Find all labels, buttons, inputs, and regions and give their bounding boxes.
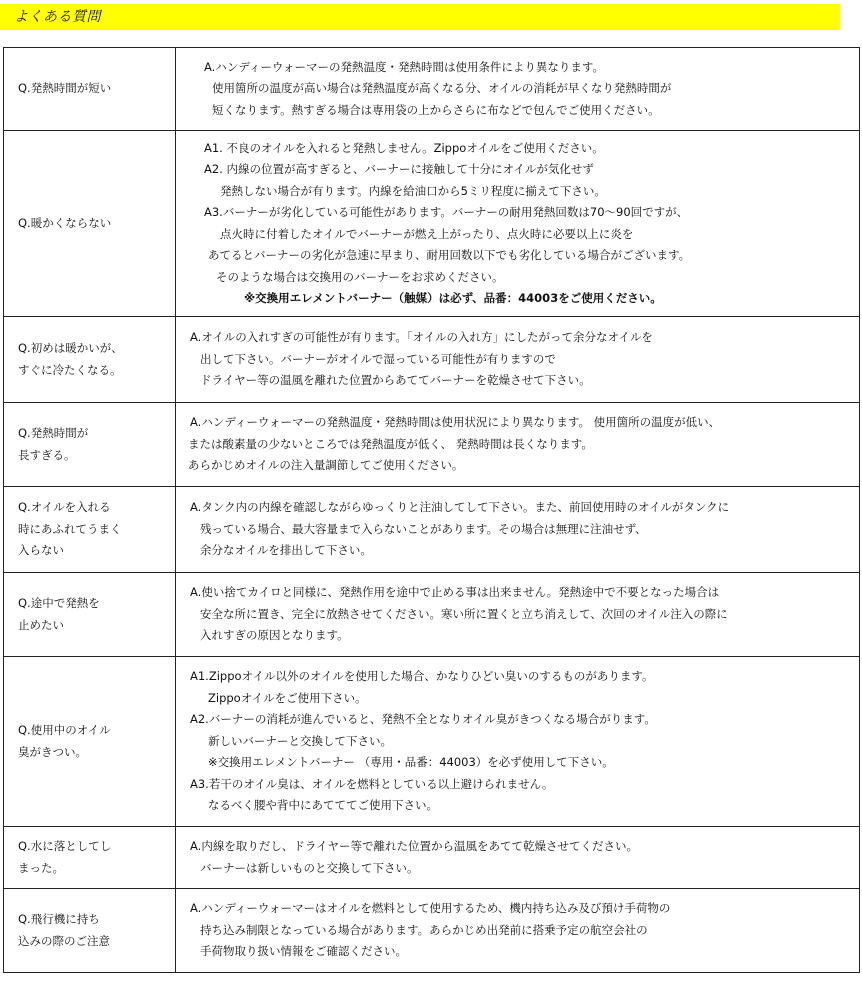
faq-question-cell (4, 573, 176, 657)
faq-question: Q.発熱時間が短い (18, 81, 112, 96)
faq-answer-cell (176, 131, 860, 317)
faq-answer-cell (176, 827, 860, 889)
faq-answer-cell (176, 317, 860, 403)
faq-answer-line: ドライヤー等の温風を離れた位置からあててバーナーを乾燥させて下さい。 (200, 373, 591, 388)
faq-answer-line: 安全な所に置き、完全に放熱させてください。寒い所に置くと立ち消えして、次回のオイル注入の際に (200, 606, 728, 621)
faq-answer-line: 残っている場合、最大容量まで入らないことがあります。その場合は無理に注油せず、 (200, 521, 647, 536)
faq-answer-cell (176, 48, 860, 131)
faq-answer-line: ※交換用エレメントバーナー （専用・品番：44003）を必ず使用して下さい。 (208, 755, 614, 770)
faq-body (4, 48, 860, 973)
faq-answer-line: 手荷物取り扱い情報をご確認ください。 (200, 944, 407, 959)
faq-answer-cell (176, 403, 860, 487)
faq-answer-line: 持ち込み制限となっている場合があります。あらかじめ出発前に搭乗予定の航空会社の (200, 922, 648, 937)
faq-answer-line: A.ハンディーウォーマーはオイルを燃料として使用するため、機内持ち込み及び預け手荷物の (190, 901, 671, 916)
faq-question-cell (4, 487, 176, 573)
faq-row (4, 573, 860, 657)
faq-question-cell (4, 131, 176, 317)
faq-answer-line: なるべく腰や背中にあてててご使用下さい。 (208, 798, 438, 813)
faq-answer-cell (176, 573, 860, 657)
faq-row (4, 131, 860, 317)
faq-question: Q.初めは暖かいが、 すぐに冷たくなる。 (18, 341, 123, 377)
faq-answer-line: A.オイルの入れすぎの可能性が有ります。「オイルの入れ方」にしたがって余分なオイルを (190, 330, 653, 345)
faq-answer-line: A1. 不良のオイルを入れると発熱しません。Zippoオイルをご使用ください。 (204, 140, 604, 155)
faq-answer-line: Zippoオイルをご使用下さい。 (208, 690, 367, 705)
faq-question: Q.途中で発熱を 止めたい (18, 596, 100, 632)
faq-question: Q.オイルを入れる 時にあふれてうまく 入らない (18, 500, 122, 558)
faq-row (4, 657, 860, 827)
faq-answer-line: または酸素量の少ないところでは発熱温度が低く、 発熱時間は長くなります。 (188, 436, 593, 451)
faq-answer-line: 出して下さい。バーナーがオイルで湿っている可能性が有りますので (200, 351, 556, 366)
faq-row (4, 889, 860, 973)
faq-question: Q.水に落としてし まった。 (18, 839, 112, 875)
faq-question-cell (4, 827, 176, 889)
faq-answer-line: ※交換用エレメントバーナー（触媒）は必ず、品番：44003をご使用ください。 (244, 291, 662, 305)
faq-row (4, 403, 860, 487)
faq-answer-line: 余分なオイルを排出して下さい。 (200, 543, 372, 558)
faq-question-cell (4, 889, 176, 973)
faq-answer-line: A.ハンディーウォーマーの発熱温度・発熱時間は使用条件により異なります。 (204, 59, 605, 74)
faq-question-cell (4, 317, 176, 403)
faq-question: Q.使用中のオイル 臭がきつい。 (18, 723, 111, 759)
faq-answer-line: バーナーは新しいものと交換して下さい。 (200, 860, 419, 875)
faq-row (4, 317, 860, 403)
faq-answer-line: そのような場合は交換用のバーナーをお求めください。 (216, 269, 504, 284)
faq-answer-line: A.内線を取りだし、ドライヤー等で離れた位置から温風をあてて乾燥させてください。 (190, 839, 638, 853)
faq-question: Q.暖かくならない (18, 215, 112, 230)
faq-question: Q.飛行機に持ち 込みの際のご注意 (18, 912, 110, 948)
faq-answer-line: A3.バーナーが劣化している可能性があります。バーナーの耐用発熱回数は70～90回ですが、 (204, 205, 689, 219)
faq-answer-line: 入れすぎの原因となります。 (200, 628, 349, 643)
faq-answer-line: 新しいバーナーと交換して下さい。 (208, 733, 392, 748)
faq-answer-cell (176, 657, 860, 827)
faq-answer-line: あらかじめオイルの注入量調節してご使用ください。 (188, 458, 464, 473)
faq-question: Q.発熱時間が 長すぎる。 (18, 426, 89, 462)
faq-answer-line: A.タンク内の内線を確認しながらゆっくりと注油してして下さい。また、前回使用時のオイルがタンクに (190, 500, 730, 515)
faq-answer-line: あてるとバーナーの劣化が急速に早まり、耐用回数以下でも劣化している場合がございます。 (208, 248, 691, 262)
page-title: よくある質問 (0, 4, 840, 30)
faq-answer-cell (176, 889, 860, 973)
faq-answer-line: A2. 内線の位置が高すぎると、バーナーに接触して十分にオイルが気化せず (204, 162, 594, 176)
faq-answer-line: 点火時に付着したオイルでバーナーが燃え上がったり、点火時に必要以上に炎を (220, 226, 634, 241)
faq-answer-line: A.ハンディーウォーマーの発熱温度・発熱時間は使用状況により異なります。 使用箇所の温度が低い、 (190, 415, 721, 430)
faq-question-cell (4, 657, 176, 827)
faq-row (4, 48, 860, 131)
faq-question-cell (4, 48, 176, 131)
faq-answer-line: A2.バーナーの消耗が進んでいると、発熱不全となりオイル臭がきつくなる場合がります。 (190, 712, 656, 727)
faq-answer-line: 使用箇所の温度が高い場合は発熱温度が高くなる分、オイルの消耗が早くなり発熱時間が (212, 81, 672, 96)
faq-answer-line: A.使い捨てカイロと同様に、発熱作用を途中で止める事は出来ません。発熱途中で不要となった場合は (190, 585, 720, 600)
faq-answer-line: 発熱しない場合が有ります。内線を給油口から5ミリ程度に揃えて下さい。 (220, 183, 606, 198)
faq-answer-line: 短くなります。熱すぎる場合は専用袋の上からさらに布などで包んでご使用ください。 (212, 102, 660, 117)
faq-row (4, 827, 860, 889)
faq-table (3, 47, 860, 973)
faq-answer-line: A3.若干のオイル臭は、オイルを燃料としている以上避けられません。 (190, 776, 554, 791)
faq-answer-cell (176, 487, 860, 573)
faq-question-cell (4, 403, 176, 487)
faq-answer-line: A1.Zippoオイル以外のオイルを使用した場合、かなりひどい臭いのするものがあります。 (190, 669, 654, 684)
faq-row (4, 487, 860, 573)
